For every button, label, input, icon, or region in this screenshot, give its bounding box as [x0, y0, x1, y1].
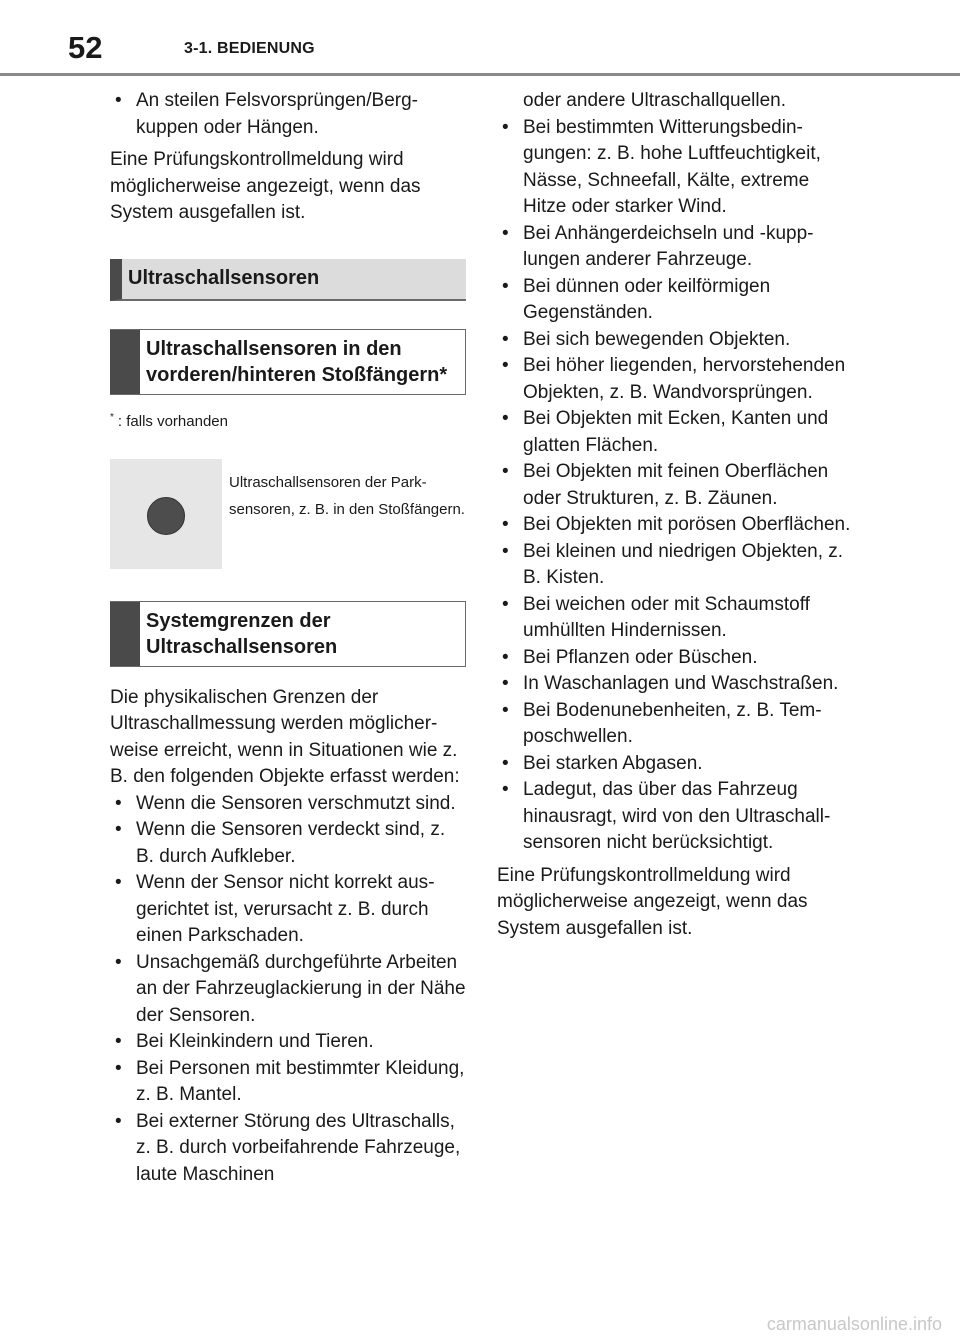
section-heading: Ultraschallsensoren [110, 259, 466, 301]
list-item: • Bei Objekten mit porösen Oberflächen. [497, 512, 852, 539]
list-item: • Unsachgemäß durchgeführte Arbeiten an der Fahrzeuglackierung in der Nähe der Sensoren. [110, 950, 466, 1030]
list-item: • Bei Personen mit bestimmter Kleidung, z. B. Mantel. [110, 1056, 466, 1109]
heading-bar [110, 602, 140, 666]
footnote-text: : falls vorhanden [117, 412, 228, 430]
list-item: • Bei bestimmten Witterungsbedingungen: z. B. hohe Luftfeuchtigkeit, Nässe, Schneefall, Kälte, extreme Hitze oder starker Wind. [497, 115, 852, 221]
list-item: • An steilen Felsvorsprüngen/Bergkuppen oder Hängen. [110, 88, 466, 141]
list-item: • Ladegut, das über das Fahrzeug hinausragt, wird von den Ultraschallsensoren nicht berücksichtigt. [497, 777, 852, 857]
subsection-heading-limits [110, 601, 466, 667]
list-item: • Bei dünnen oder keilförmigen Gegenständen. [497, 274, 852, 327]
list-item: • Bei Pflanzen oder Büschen. [497, 645, 852, 672]
watermark: carmanualsonline.info [766, 1314, 942, 1334]
left-column [110, 88, 466, 1188]
figure-caption: Ultraschallsensoren der Parksensoren, z. B. in den Stoßfängern. [229, 473, 465, 518]
list-item: • Bei externer Störung des Ultraschalls, z. B. durch vorbeifahrende Fahrzeuge, laute Maschinen [110, 1109, 466, 1189]
section-title: 3-1. BEDIENUNG [184, 40, 315, 57]
footnote [110, 409, 466, 431]
top-bullet-list [110, 88, 466, 141]
right-column [497, 88, 852, 942]
continued-item: oder andere Ultraschallquellen. [523, 90, 786, 111]
list-item: • Bei starken Abgasen. [497, 751, 852, 778]
list-item: • Bei sich bewegenden Objekten. [497, 327, 852, 354]
closing-paragraph: Eine Prüfungskontrollmeldung wird möglicherweise angezeigt, wenn das System ausgefallen ist. [497, 864, 808, 939]
subsection-heading-sensors [110, 329, 466, 395]
ultrasonic-sensor-icon [147, 497, 185, 535]
list-item: • Bei Objekten mit feinen Oberflächen oder Strukturen, z. B. Zäunen. [497, 459, 852, 512]
list-item: • Bei Kleinkindern und Tieren. [110, 1029, 466, 1056]
list-item: • In Waschanlagen und Waschstraßen. [497, 671, 852, 698]
warning-paragraph: Eine Prüfungskontrollmeldung wird möglicherweise angezeigt, wenn das System ausgefallen ist. [110, 149, 421, 223]
list-item: • Bei Objekten mit Ecken, Kanten und glatten Flächen. [497, 406, 852, 459]
list-item: • Bei höher liegenden, hervorstehenden Objekten, z. B. Wandvorsprüngen. [497, 353, 852, 406]
header-rule [0, 73, 960, 76]
list-item: • Bei kleinen und niedrigen Objekten, z. B. Kisten. [497, 539, 852, 592]
limits-bullet-list [110, 791, 466, 1189]
sensor-figure [110, 459, 466, 569]
list-item: • Wenn der Sensor nicht korrekt ausgerichtet ist, verursacht z. B. durch einen Parkschaden. [110, 870, 466, 950]
list-item: • Bei weichen oder mit Schaumstoff umhüllten Hindernissen. [497, 592, 852, 645]
list-item: • Bei Anhängerdeichseln und -kupplungen anderer Fahrzeuge. [497, 221, 852, 274]
subsection-heading-text: Ultraschallsensoren in den vorderen/hinteren Stoßfängern* [146, 337, 448, 386]
list-item: • Wenn die Sensoren verschmutzt sind. [110, 791, 466, 818]
page-header [0, 0, 960, 80]
subsection-heading-text: Systemgrenzen der Ultraschallsensoren [146, 609, 338, 658]
list-item: • Wenn die Sensoren verdeckt sind, z. B. durch Aufkleber. [110, 817, 466, 870]
sensor-image [110, 459, 222, 569]
footnote-mark: * [110, 411, 114, 423]
heading-bar [110, 330, 140, 394]
intro-paragraph: Die physikalischen Grenzen der Ultraschallmessung werden möglicherweise erreicht, wenn in Situationen wie z. B. den folgenden Objekte erfasst werden: [110, 686, 460, 787]
page-number: 52 [68, 30, 103, 65]
limits-bullet-list-continued [497, 115, 852, 857]
list-item: • Bei Bodenunebenheiten, z. B. Temposchwellen. [497, 698, 852, 751]
